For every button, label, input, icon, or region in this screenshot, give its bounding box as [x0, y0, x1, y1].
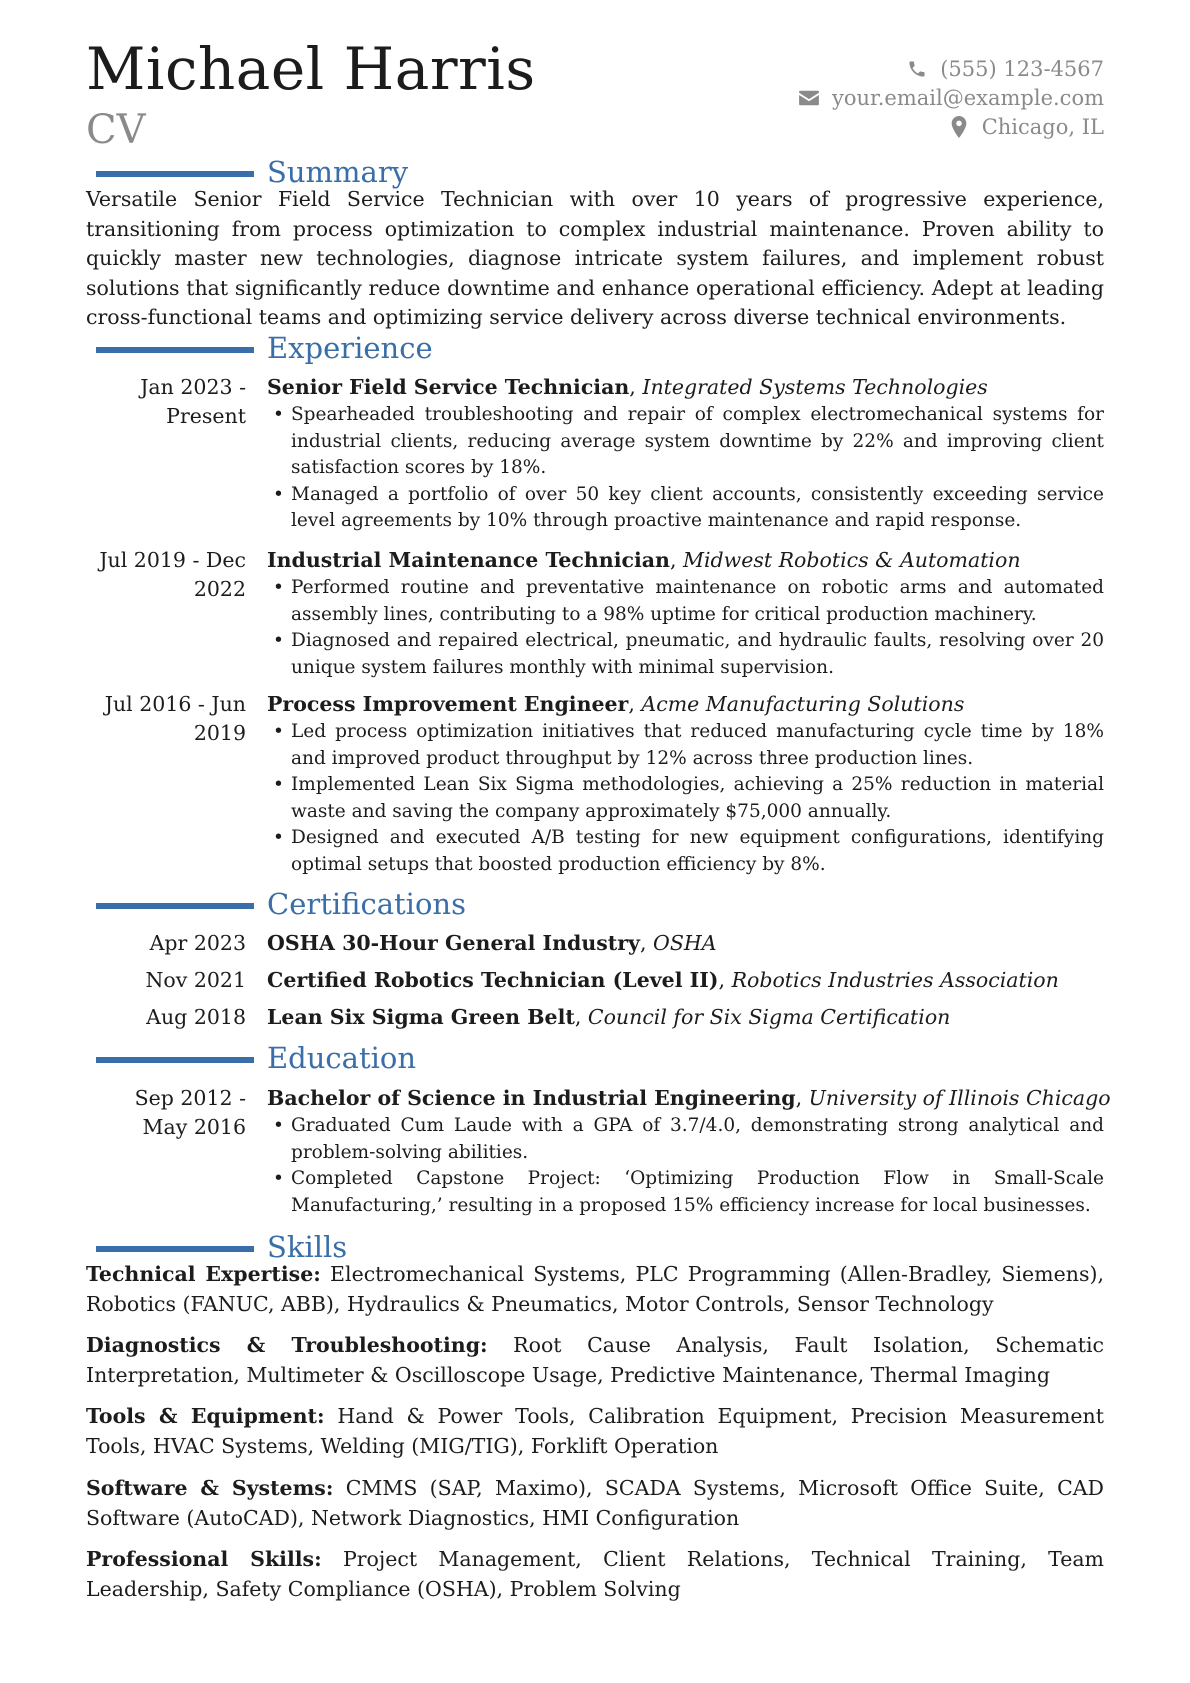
bullet-list: [267, 1113, 1104, 1219]
certification-name: Lean Six Sigma Green Belt: [267, 1005, 575, 1029]
contact-location: [684, 112, 1104, 141]
issuer: OSHA: [653, 931, 717, 955]
phone-icon: [906, 58, 928, 80]
bullet-item: • Implemented Lean Six Sigma methodologies, achieving a 25% reduction in material waste and saving the company approximately $75,000 annually.: [267, 772, 1104, 825]
skill-label: Diagnostics & Troubleshooting:: [86, 1333, 488, 1357]
entry-date: Nov 2021: [145, 968, 246, 992]
entry-heading: Lean Six Sigma Green Belt, Council for Six Sigma Certification: [267, 1005, 951, 1029]
skill-list: CMMS (SAP, Maximo), SCADA Systems, Microsoft Office Suite, CAD Software (AutoCAD), Network Diagnostics, HMI Configuration: [86, 1476, 1104, 1530]
section-title: Education: [267, 1041, 417, 1075]
job-title: Industrial Maintenance Technician: [267, 548, 670, 572]
skill-group: [86, 1545, 1104, 1604]
section-rule: [96, 1057, 254, 1063]
certification-entry: [86, 962, 1104, 998]
certification-entry: [86, 925, 1104, 961]
skill-label: Tools & Equipment:: [86, 1404, 325, 1428]
location-text: Chicago, IL: [981, 114, 1104, 139]
email-link[interactable]: your.email@example.com: [831, 85, 1104, 110]
section-rule: [96, 171, 254, 177]
bullet-item: • Managed a portfolio of over 50 key client accounts, consistently exceeding service level agreements by 10% through proactive maintenance and rapid response.: [267, 482, 1104, 535]
phone-number[interactable]: (555) 123-4567: [940, 56, 1104, 81]
entry-heading: OSHA 30-Hour General Industry, OSHA: [267, 931, 717, 955]
resume-page: [86, 0, 1111, 1683]
summary-section-header: [86, 155, 1104, 189]
entry-heading: Industrial Maintenance Technician, Midwest Robotics & Automation: [267, 548, 1021, 572]
entry-date: Jul 2019 - Dec 2022: [99, 548, 246, 601]
institution: University of Illinois Chicago: [808, 1086, 1111, 1110]
issuer: Council for Six Sigma Certification: [587, 1005, 951, 1029]
bullet-item: • Graduated Cum Laude with a GPA of 3.7/4.0, demonstrating strong analytical and problem-solving abilities.: [267, 1113, 1104, 1166]
skill-group: [86, 1331, 1104, 1390]
contact-block: [684, 54, 1104, 141]
candidate-name: Michael Harris: [86, 35, 536, 103]
envelope-icon: [798, 87, 820, 109]
skills-section-header: [86, 1230, 1104, 1264]
entry-date: Apr 2023: [149, 931, 246, 955]
section-rule: [96, 347, 254, 353]
skill-group: [86, 1474, 1104, 1533]
education-section-header: [86, 1041, 1104, 1075]
skill-label: Technical Expertise:: [86, 1262, 321, 1286]
job-title: Senior Field Service Technician: [267, 375, 630, 399]
skill-label: Professional Skills:: [86, 1547, 322, 1571]
section-title: Certifications: [267, 887, 466, 921]
skill-list: Electromechanical Systems, PLC Programming (Allen-Bradley, Siemens), Robotics (FANUC, ABB), Hydraulics & Pneumatics, Motor Controls, Sensor Technology: [86, 1262, 1104, 1316]
entry-date: Sep 2012 - May 2016: [134, 1086, 246, 1139]
entry-heading: Bachelor of Science in Industrial Engineering, University of Illinois Chicago: [267, 1086, 1111, 1110]
bullet-list: [267, 402, 1104, 535]
entry-heading: Senior Field Service Technician, Integrated Systems Technologies: [267, 375, 988, 399]
entry-date: Jul 2016 - Jun 2019: [104, 692, 246, 745]
certifications-section-header: [86, 887, 1104, 921]
bullet-item: • Designed and executed A/B testing for new equipment configurations, identifying optimal setups that boosted production efficiency by 8%.: [267, 825, 1104, 878]
skill-list: Root Cause Analysis, Fault Isolation, Schematic Interpretation, Multimeter & Oscilloscope Usage, Predictive Maintenance, Thermal Imaging: [86, 1333, 1104, 1387]
section-title: Skills: [267, 1230, 348, 1264]
section-rule: [96, 1246, 254, 1252]
section-rule: [96, 903, 254, 909]
certification-name: OSHA 30-Hour General Industry: [267, 931, 640, 955]
bullet-item: • Completed Capstone Project: ‘Optimizing Production Flow in Small-Scale Manufacturing,’ resulting in a proposed 15% efficiency increase for local businesses.: [267, 1166, 1104, 1219]
entry-date: Jan 2023 - Present: [140, 375, 246, 428]
bullet-item: • Performed routine and preventative maintenance on robotic arms and automated assembly lines, contributing to a 98% uptime for critical production machinery.: [267, 575, 1104, 628]
bullet-list: [267, 575, 1104, 681]
degree: Bachelor of Science in Industrial Engineering: [267, 1086, 796, 1110]
skill-list: Project Management, Client Relations, Technical Training, Team Leadership, Safety Compliance (OSHA), Problem Solving: [86, 1547, 1104, 1601]
document-label: CV: [86, 107, 146, 153]
employer: Integrated Systems Technologies: [642, 375, 988, 399]
map-pin-icon: [948, 116, 970, 138]
entry-date: Aug 2018: [146, 1005, 246, 1029]
job-title: Process Improvement Engineer: [267, 692, 629, 716]
summary-text: Versatile Senior Field Service Technician with over 10 years of progressive experience, transitioning from process optimization to complex industrial maintenance. Proven ability to quickly master new technologies, diagnose intricate system failures, and implement robust solutions that significantly reduce downtime and enhance operational efficiency. Adept at leading cross-functional teams and optimizing service delivery across diverse technical environments.: [86, 187, 1104, 329]
skill-label: Software & Systems:: [86, 1476, 334, 1500]
employer: Midwest Robotics & Automation: [683, 548, 1021, 572]
bullet-list: [267, 719, 1104, 878]
skill-group: [86, 1260, 1104, 1319]
bullet-item: • Diagnosed and repaired electrical, pneumatic, and hydraulic faults, resolving over 20 unique system failures monthly with minimal supervision.: [267, 628, 1104, 681]
bullet-item: • Led process optimization initiatives that reduced manufacturing cycle time by 18% and improved product throughput by 12% across three production lines.: [267, 719, 1104, 772]
entry-heading: Process Improvement Engineer, Acme Manufacturing Solutions: [267, 692, 965, 716]
employer: Acme Manufacturing Solutions: [641, 692, 965, 716]
contact-email: [684, 83, 1104, 112]
issuer: Robotics Industries Association: [731, 968, 1059, 992]
certification-entry: [86, 999, 1104, 1035]
skill-list: Hand & Power Tools, Calibration Equipment, Precision Measurement Tools, HVAC Systems, Welding (MIG/TIG), Forklift Operation: [86, 1404, 1104, 1458]
skill-group: [86, 1402, 1104, 1461]
contact-phone: [684, 54, 1104, 83]
bullet-item: • Spearheaded troubleshooting and repair of complex electromechanical systems for industrial clients, reducing average system downtime by 22% and improving client satisfaction scores by 18%.: [267, 402, 1104, 482]
section-title: Experience: [267, 331, 433, 365]
entry-heading: Certified Robotics Technician (Level II), Robotics Industries Association: [267, 968, 1059, 992]
certification-name: Certified Robotics Technician (Level II): [267, 968, 719, 992]
experience-section-header: [86, 331, 1104, 365]
section-title: Summary: [267, 155, 409, 189]
